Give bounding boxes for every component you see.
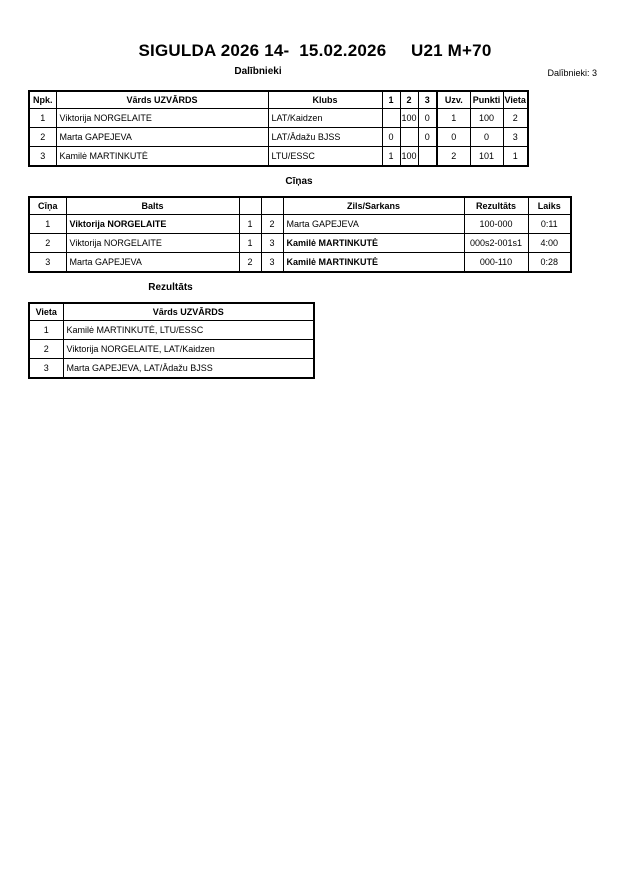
score-1-cell: 0 xyxy=(382,128,400,147)
blue-name-cell: Kamilė MARTINKUTĖ xyxy=(283,253,464,273)
club-cell: LAT/Ādažu BJSS xyxy=(268,128,382,147)
blue-name-cell: Marta GAPEJEVA xyxy=(283,215,464,234)
place-cell: 3 xyxy=(503,128,528,147)
npk-cell: 3 xyxy=(29,147,56,167)
results-section-label: Rezultāts xyxy=(148,282,193,293)
fight-row xyxy=(29,215,571,234)
header-white: Balts xyxy=(66,197,239,215)
header-name: Vārds UZVĀRDS xyxy=(63,303,314,321)
name-cell: Marta GAPEJEVA xyxy=(56,128,268,147)
score-3-cell: 0 xyxy=(418,128,437,147)
participants-count: Dalībnieki: 3 xyxy=(547,68,597,78)
header-opp3: 3 xyxy=(418,91,437,109)
time-cell: 0:28 xyxy=(528,253,571,273)
white-name-cell: Marta GAPEJEVA xyxy=(66,253,239,273)
white-npk-cell: 2 xyxy=(239,253,261,273)
result-cell: 000s2-001s1 xyxy=(464,234,528,253)
fights-section-label: Cīņas xyxy=(285,176,313,187)
fights-table xyxy=(28,196,572,273)
blue-name-cell: Kamilė MARTINKUTĖ xyxy=(283,234,464,253)
fight-no-cell: 3 xyxy=(29,253,66,273)
fight-row xyxy=(29,253,571,273)
header-opp1: 1 xyxy=(382,91,400,109)
score-1-cell xyxy=(382,109,400,128)
results-header-row xyxy=(29,303,314,321)
header-points: Punkti xyxy=(470,91,503,109)
npk-cell: 2 xyxy=(29,128,56,147)
blue-npk-cell: 3 xyxy=(261,253,283,273)
blue-npk-cell: 3 xyxy=(261,234,283,253)
fight-no-cell: 1 xyxy=(29,215,66,234)
fight-no-cell: 2 xyxy=(29,234,66,253)
header-wins: Uzv. xyxy=(437,91,470,109)
fights-header-row xyxy=(29,197,571,215)
wins-cell: 2 xyxy=(437,147,470,167)
white-name-cell: Viktorija NORGELAITE xyxy=(66,215,239,234)
header-npk: Npk. xyxy=(29,91,56,109)
place-cell: 3 xyxy=(29,359,63,379)
results-table xyxy=(28,302,315,379)
participants-header-row xyxy=(29,91,528,109)
header-time: Laiks xyxy=(528,197,571,215)
score-3-cell xyxy=(418,147,437,167)
result-cell: 000-110 xyxy=(464,253,528,273)
result-name-cell: Viktorija NORGELAITE, LAT/Kaidzen xyxy=(63,340,314,359)
time-cell: 0:11 xyxy=(528,215,571,234)
wins-cell: 0 xyxy=(437,128,470,147)
result-row xyxy=(29,359,314,379)
score-3-cell: 0 xyxy=(418,109,437,128)
header-place: Vieta xyxy=(503,91,528,109)
result-cell: 100-000 xyxy=(464,215,528,234)
header-name: Vārds UZVĀRDS xyxy=(56,91,268,109)
white-name-cell: Viktorija NORGELAITE xyxy=(66,234,239,253)
header-white-no xyxy=(239,197,261,215)
header-fight-no: Cīņa xyxy=(29,197,66,215)
result-row xyxy=(29,321,314,340)
header-result: Rezultāts xyxy=(464,197,528,215)
page-title: SIGULDA 2026 14- 15.02.2026 U21 M+70 xyxy=(138,41,492,60)
participants-table xyxy=(28,90,529,167)
white-npk-cell: 1 xyxy=(239,234,261,253)
score-2-cell: 100 xyxy=(400,109,418,128)
place-cell: 1 xyxy=(503,147,528,167)
participants-section-label: Dalībnieki xyxy=(234,66,282,77)
header-place: Vieta xyxy=(29,303,63,321)
header-opp2: 2 xyxy=(400,91,418,109)
npk-cell: 1 xyxy=(29,109,56,128)
club-cell: LAT/Kaidzen xyxy=(268,109,382,128)
header-blue: Zils/Sarkans xyxy=(283,197,464,215)
participant-row xyxy=(29,128,528,147)
white-npk-cell: 1 xyxy=(239,215,261,234)
points-cell: 0 xyxy=(470,128,503,147)
wins-cell: 1 xyxy=(437,109,470,128)
points-cell: 100 xyxy=(470,109,503,128)
header-club: Klubs xyxy=(268,91,382,109)
blue-npk-cell: 2 xyxy=(261,215,283,234)
name-cell: Kamilė MARTINKUTĖ xyxy=(56,147,268,167)
score-2-cell: 100 xyxy=(400,147,418,167)
score-2-cell xyxy=(400,128,418,147)
participant-row xyxy=(29,109,528,128)
header-blue-no xyxy=(261,197,283,215)
place-cell: 1 xyxy=(29,321,63,340)
points-cell: 101 xyxy=(470,147,503,167)
result-name-cell: Kamilė MARTINKUTĖ, LTU/ESSC xyxy=(63,321,314,340)
place-cell: 2 xyxy=(29,340,63,359)
score-1-cell: 1 xyxy=(382,147,400,167)
place-cell: 2 xyxy=(503,109,528,128)
time-cell: 4:00 xyxy=(528,234,571,253)
fight-row xyxy=(29,234,571,253)
name-cell: Viktorija NORGELAITE xyxy=(56,109,268,128)
club-cell: LTU/ESSC xyxy=(268,147,382,167)
participant-row xyxy=(29,147,528,167)
result-row xyxy=(29,340,314,359)
result-name-cell: Marta GAPEJEVA, LAT/Ādažu BJSS xyxy=(63,359,314,379)
